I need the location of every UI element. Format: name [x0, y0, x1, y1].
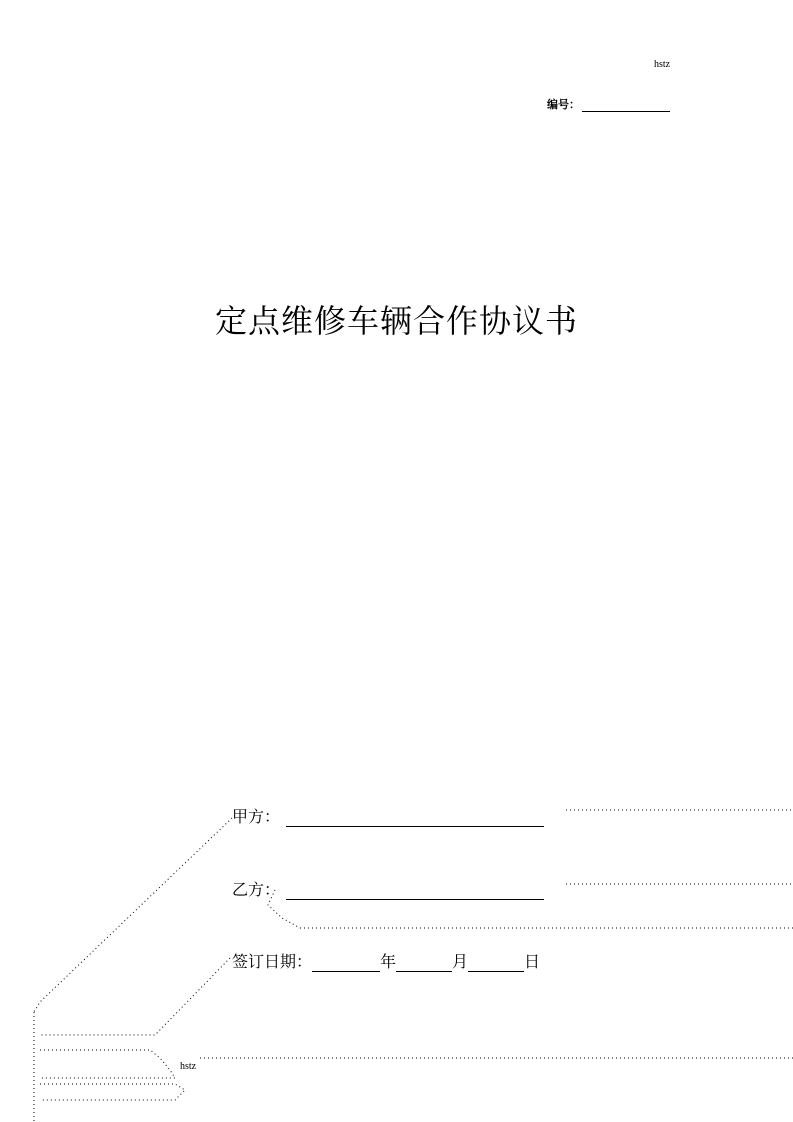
serial-number-field [547, 96, 670, 112]
month-blank [396, 955, 452, 972]
day-blank [468, 955, 524, 972]
party-b-row [232, 877, 544, 900]
header-watermark-text: hstz [654, 59, 671, 70]
year-blank [312, 955, 380, 972]
footer-watermark-text: hstz [180, 1061, 197, 1072]
serial-number-label: 编号： [547, 98, 580, 111]
party-b-blank [286, 883, 544, 900]
party-b-label: 乙方： [232, 880, 281, 899]
month-label: 月 [452, 952, 469, 971]
party-a-row [232, 804, 544, 827]
party-a-label: 甲方： [232, 807, 281, 826]
document-title: 定点维修车辆合作协议书 [214, 302, 578, 340]
serial-number-blank [582, 99, 670, 112]
sign-date-row [232, 949, 540, 972]
sign-date-label: 签订日期： [232, 952, 313, 971]
party-a-blank [286, 810, 544, 827]
day-label: 日 [524, 952, 541, 971]
year-label: 年 [380, 952, 397, 971]
